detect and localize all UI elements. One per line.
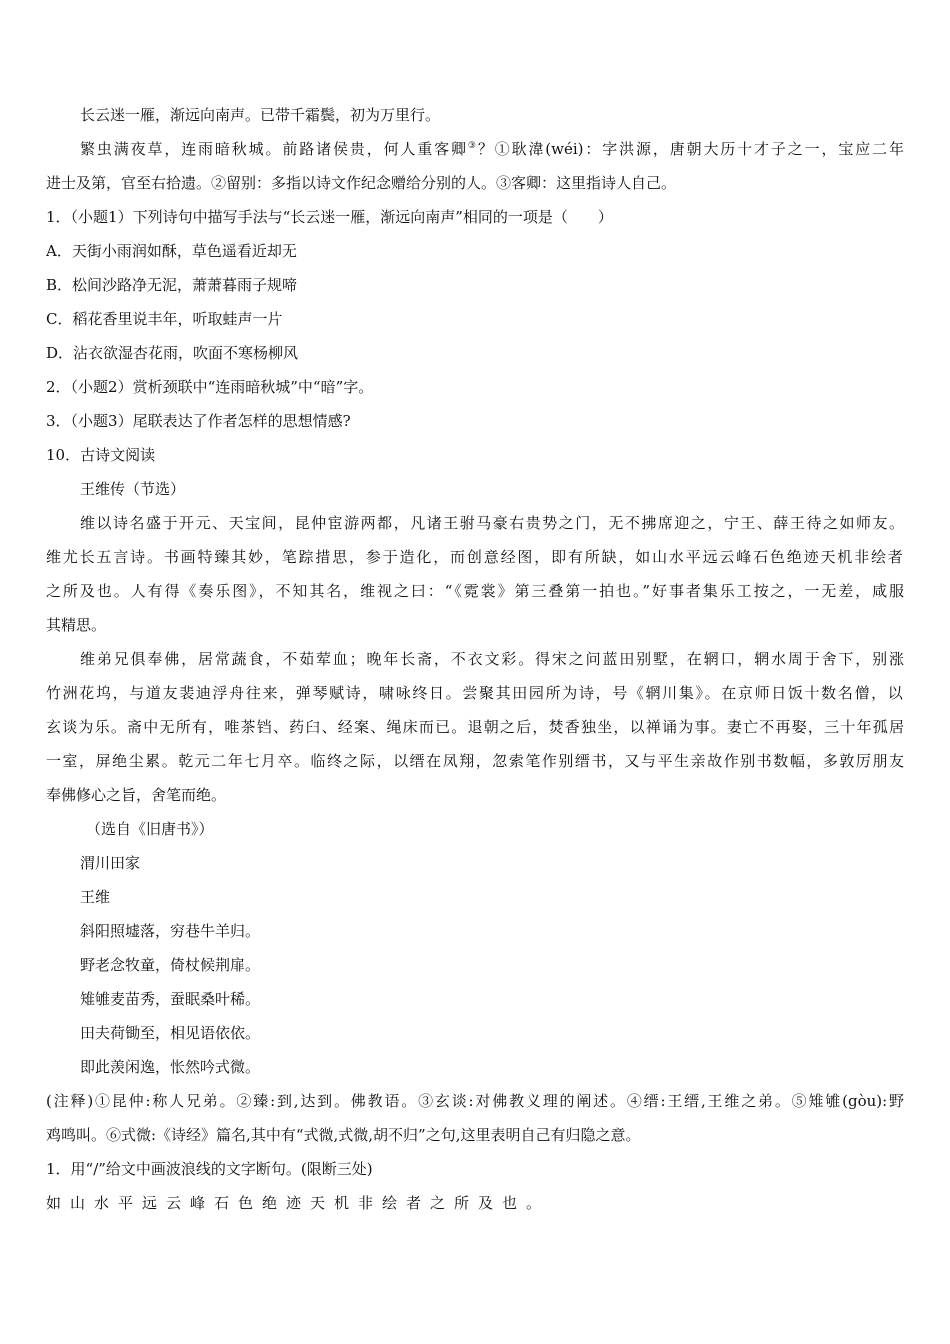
section-10-question-1: 1．用“/”给文中画波浪线的文字断句。(限断三处) bbox=[46, 1160, 373, 1178]
poem2-line-1: 斜阳照墟落，穷巷牛羊归。 bbox=[80, 922, 261, 940]
poem2-line-2: 野老念牧童，倚杖候荆扉。 bbox=[80, 956, 261, 974]
poem-line-2-notes: ？①耿湋(wéi)：字洪源，唐朝大历十才子之一，宝应二年 bbox=[477, 140, 904, 158]
question-3: 3．（小题3）尾联表达了作者怎样的思想情感? bbox=[46, 412, 351, 430]
para1-line-2: 维尤长五言诗。书画特臻其妙，笔踪措思，参于造化，而创意经图，即有所缺，如山水平远云峰石色绝迹天机非绘者 bbox=[46, 548, 904, 566]
poem-author: 王维 bbox=[80, 888, 111, 906]
option-c: C．稻花香里说丰年，听取蛙声一片 bbox=[46, 310, 283, 328]
para1-line-3: 之所及也。人有得《奏乐图》，不知其名，维视之曰：“《霓裳》第三叠第一拍也。”好事者集乐工按之，一无差，咸服 bbox=[46, 582, 904, 600]
option-a: A．天街小雨润如酥，草色遥看近却无 bbox=[46, 242, 297, 260]
poem-notes-line: 进士及第，官至右拾遗。②留别：多指以诗文作纪念赠给分别的人。③客卿：这里指诗人自己。 bbox=[46, 174, 677, 192]
poem-title: 渭川田家 bbox=[80, 854, 141, 872]
option-d: D．沾衣欲湿杏花雨，吹面不寒杨柳风 bbox=[46, 344, 299, 362]
poem2-line-3: 雉雊麦苗秀，蚕眠桑叶稀。 bbox=[80, 990, 261, 1008]
option-b: B．松间沙路净无泥，萧萧暮雨子规啼 bbox=[46, 276, 298, 294]
para2-line-5: 奉佛修心之旨，舍笔而绝。 bbox=[46, 786, 227, 804]
annotation-line-2: 鸡鸣叫。⑥式微:《诗经》篇名,其中有“式微,式微,胡不归”之句,这里表明自己有归隐之意。 bbox=[46, 1126, 641, 1144]
para2-line-4: 一室，屏绝尘累。乾元二年七月卒。临终之际，以缙在凤翔，忽索笔作别缙书，又与平生亲故作别书数幅，多敦厉朋友 bbox=[46, 752, 904, 770]
poem-line-1: 长云迷一雁，渐远向南声。已带千霜鬓，初为万里行。 bbox=[80, 106, 441, 124]
footnote-marker: ③ bbox=[467, 141, 478, 151]
article-title: 王维传（节选） bbox=[80, 480, 186, 498]
para2-line-2: 竹洲花坞，与道友裴迪浮舟往来，弹琴赋诗，啸咏终日。尝聚其田园所为诗，号《辋川集》。在京师日饭十数名僧，以 bbox=[46, 684, 904, 702]
question-1: 1．（小题1）下列诗句中描写手法与“长云迷一雁，渐远向南声”相同的一项是（ ） bbox=[46, 208, 613, 226]
poem-line-2-text: 繁虫满夜草，连雨暗秋城。前路诸侯贵，何人重客卿 bbox=[80, 140, 468, 158]
poem2-line-4: 田夫荷锄至，相见语依依。 bbox=[80, 1024, 261, 1042]
section-10-heading: 10．古诗文阅读 bbox=[46, 446, 156, 464]
para2-line-1: 维弟兄俱奉佛，居常蔬食，不茹荤血；晚年长斋，不衣文彩。得宋之问蓝田别墅，在辋口，辋水周于舍下，别涨 bbox=[80, 650, 904, 668]
poem-line-2 bbox=[46, 132, 904, 166]
source-note: （选自《旧唐书》） bbox=[86, 820, 214, 838]
para2-line-3: 玄谈为乐。斋中无所有，唯茶铛、药臼、经案、绳床而已。退朝之后，焚香独坐，以禅诵为事。妻亡不再娶，三十年孤居 bbox=[46, 718, 904, 736]
para1-line-1: 维以诗名盛于开元、天宝间，昆仲宦游两都，凡诸王驸马豪右贵势之门，无不拂席迎之，宁王、薛王待之如师友。 bbox=[80, 514, 904, 532]
question-2: 2．（小题2）赏析颈联中“连雨暗秋城”中“暗”字。 bbox=[46, 378, 374, 396]
para1-line-4: 其精思。 bbox=[46, 616, 107, 634]
poem2-line-5: 即此羡闲逸，怅然吟式微。 bbox=[80, 1058, 261, 1076]
annotation-line-1: (注释)①昆仲:称人兄弟。②臻:到,达到。佛教语。③玄谈:对佛教义理的阐述。④缙:王缙,王维之弟。⑤雉雊(gòu):野 bbox=[46, 1092, 904, 1110]
punctuation-exercise-text: 如山水平远云峰石色绝迹天机非绘者之所及也。 bbox=[46, 1194, 551, 1212]
